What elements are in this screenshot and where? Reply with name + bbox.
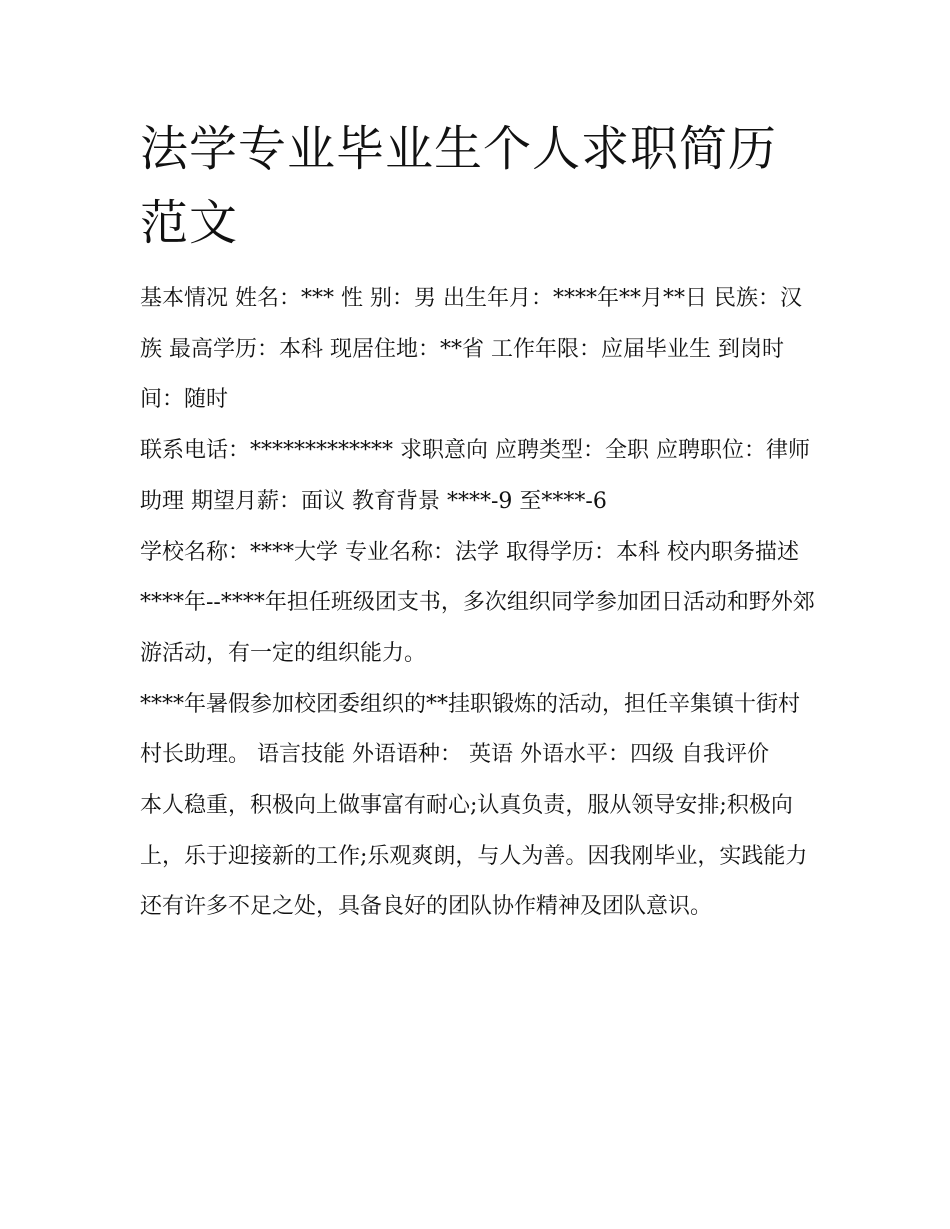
document-body [140,274,820,933]
paragraph-education: 学校名称：****大学 专业名称：法学 取得学历：本科 校内职务描述 [140,539,799,565]
paragraph-league-secretary: ****年--****年担任班级团支书，多次组织同学参加团日活动和野外郊游活动，有一定的组织能力。 [140,590,815,666]
paragraph-basic-info: 基本情况 姓名：*** 性 别：男 出生年月：****年**月**日 民族：汉族 最高学历：本科 现居住地：**省 工作年限：应届毕业生 到岗时间：随时 [140,286,802,413]
paragraph-internship-language: ****年暑假参加校团委组织的**挂职锻炼的活动，担任辛集镇十街村村长助理。 语言技能 外语语种： 英语 外语水平：四级 自我评价 [140,691,801,768]
paragraph-contact-intention: 联系电话：************* 求职意向 应聘类型：全职 应聘职位：律师助理 期望月薪：面议 教育背景 ****-9 至****-6 [140,438,810,514]
document-title: 法学专业毕业生个人求职简历范文 [140,121,778,251]
paragraph-self-evaluation: 本人稳重，积极向上做事富有耐心;认真负责，服从领导安排;积极向上，乐于迎接新的工作;乐观爽朗，与人为善。因我刚毕业，实践能力还有许多不足之处，具备良好的团队协作精神及团队意识。 [140,793,808,920]
